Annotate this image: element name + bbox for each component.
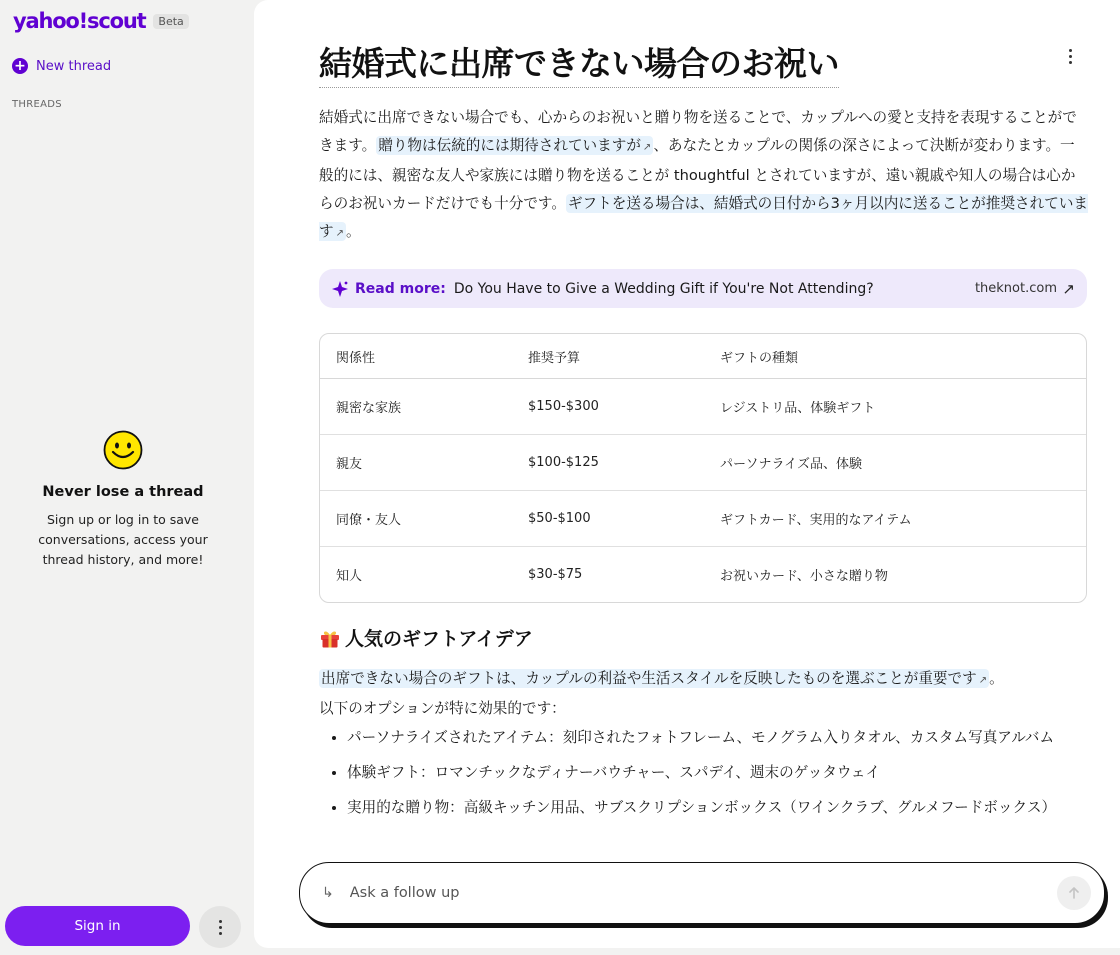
table-cell: レジストリ品、体験ギフト	[704, 379, 1086, 435]
citation-1[interactable]	[376, 136, 653, 155]
table-row	[320, 435, 1086, 491]
intro-text-1: 結婚式に出席できない場合でも、心からのお祝いと贈り物を送ることで、カップルへの愛と支持を表現することができます。	[319, 109, 1077, 154]
table-header-cell: 関係性	[320, 334, 512, 379]
intro-text-3: 。	[346, 223, 361, 240]
citation-3[interactable]	[319, 669, 989, 688]
send-button[interactable]	[1057, 876, 1091, 910]
beta-badge: Beta	[153, 14, 188, 29]
table-cell: 親密な家族	[320, 379, 512, 435]
arrow-up-icon	[1067, 886, 1081, 900]
table-header-cell: ギフトの種類	[704, 334, 1086, 379]
gift-ideas-heading	[319, 624, 533, 651]
sidebar	[0, 0, 252, 955]
citation-arrow-icon: ↗	[642, 142, 652, 153]
sidebar-more-button[interactable]	[199, 906, 241, 948]
gift-ideas-paragraph	[319, 665, 1099, 723]
table-header-row	[320, 334, 1086, 379]
table-row	[320, 547, 1086, 602]
logo-wordmark: yahoo!scout	[13, 9, 146, 33]
list-item: • 体験ギフト：ロマンチックなディナーバウチャー、スパデイ、週末のゲッタウェイ	[347, 759, 1117, 787]
yahoo-scout-logo[interactable]	[13, 9, 189, 33]
follow-up-box	[299, 862, 1105, 924]
table-cell: 親友	[320, 435, 512, 491]
table-cell: 知人	[336, 569, 363, 584]
reply-arrow-icon: ↳	[322, 885, 334, 901]
intro-text-2: 、あなたとカップルの関係の深さによって決断が変わります。一般的には、親密な友人や家族には贈り物を送ることが thoughtful とされていますが、遠い親戚や知人の場合は心からのお祝いカードだけでも十分です。	[319, 137, 1076, 212]
answer-intro	[319, 104, 1089, 248]
gift-icon	[319, 627, 341, 649]
new-thread-button[interactable]	[12, 58, 111, 74]
table-cell: お祝いカード、小さな贈り物	[720, 569, 888, 584]
citation-3-text: 出席できない場合のギフトは、カップルの利益や生活スタイルを反映したものを選ぶことが重要です	[321, 670, 977, 687]
sparkle-icon	[331, 280, 349, 298]
gift-ideas-list	[319, 724, 1117, 829]
table-row	[320, 379, 1086, 435]
citation-2-text: ギフトを送る場合は、結婚式の日付から3ヶ月以内に送ることが推奨されています	[319, 195, 1089, 240]
sign-in-button[interactable]: Sign in	[5, 906, 190, 946]
empty-state-title: Never lose a thread	[42, 484, 204, 500]
citation-1-text: 贈り物は伝統的には期待されていますが	[378, 137, 641, 154]
smiley-icon	[103, 430, 143, 470]
citation-arrow-icon: ↗	[978, 675, 988, 686]
main-panel	[254, 0, 1120, 948]
external-link-icon: ↗	[1062, 279, 1075, 298]
table-row	[320, 491, 1086, 547]
read-more-title: Do You Have to Give a Wedding Gift if You're Not Attending?	[453, 280, 874, 297]
citation-arrow-icon: ↗	[335, 228, 344, 239]
table-header-cell: 推奨予算	[512, 334, 704, 379]
table-cell: $150-$300	[512, 379, 704, 435]
table-cell: パーソナライズ品、体験	[704, 435, 1086, 491]
gift-ideas-heading-text: 人気のギフトアイデア	[345, 628, 533, 650]
table-cell: 同僚・友人	[320, 491, 512, 547]
table-cell: ギフトカード、実用的なアイテム	[704, 491, 1086, 547]
threads-section-label: THREADS	[12, 99, 62, 110]
gift-after-cite: 。	[989, 670, 1004, 687]
table-cell: $30-$75	[528, 567, 583, 582]
table-cell: $100-$125	[512, 435, 704, 491]
kebab-icon	[219, 920, 222, 935]
list-item: • パーソナライズされたアイテム：刻印されたフォトフレーム、モノグラム入りタオル、カスタム写真アルバム	[347, 724, 1117, 752]
list-item: • 実用的な贈り物：高級キッチン用品、サブスクリプションボックス（ワインクラブ、グルメフードボックス）	[347, 794, 1117, 822]
read-more-label: Read more:	[355, 280, 446, 297]
read-more-card[interactable]	[319, 269, 1087, 308]
thread-menu-button[interactable]	[1060, 46, 1080, 66]
new-thread-label: New thread	[36, 58, 112, 74]
plus-circle-icon: +	[12, 58, 28, 74]
follow-up-input[interactable]	[348, 884, 992, 902]
read-more-site: theknot.com	[974, 281, 1057, 296]
empty-threads-state	[0, 430, 246, 570]
empty-state-text: Sign up or log in to save conversations, access your thread history, and more!	[38, 512, 208, 567]
gift-ideas-line2: 以下のオプションが特に効果的です：	[319, 700, 566, 717]
page-title: 結婚式に出席できない場合のお祝い	[319, 38, 839, 88]
gift-budget-table	[319, 333, 1087, 603]
table-cell: $50-$100	[512, 491, 704, 547]
